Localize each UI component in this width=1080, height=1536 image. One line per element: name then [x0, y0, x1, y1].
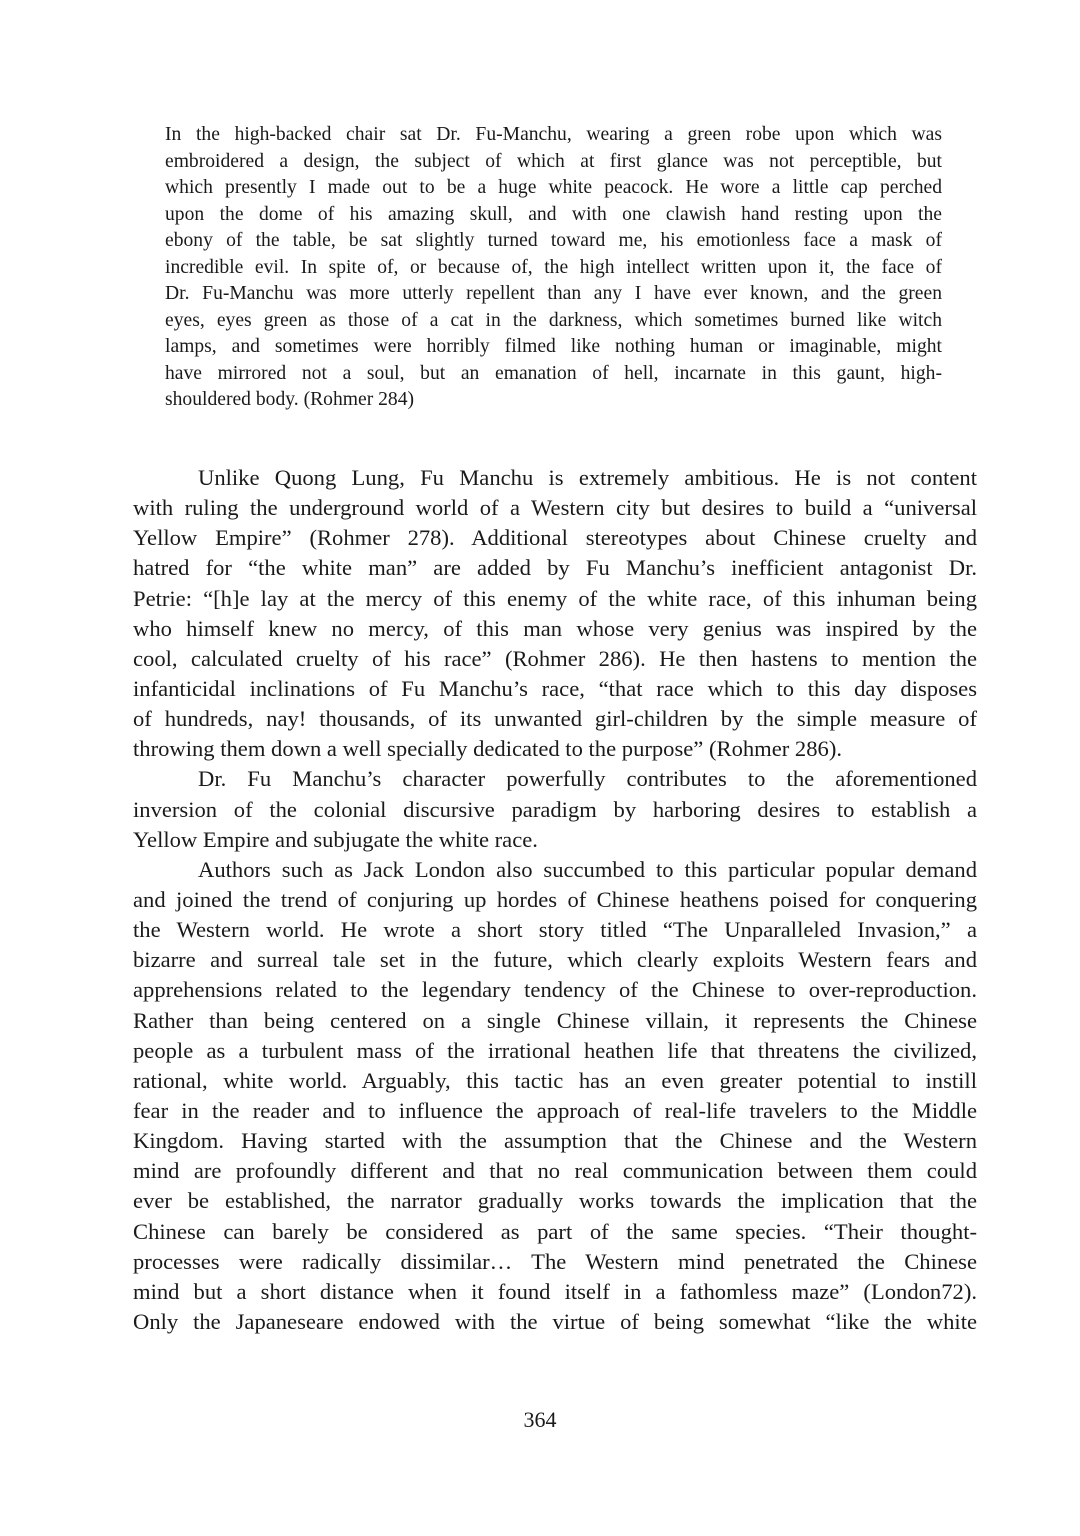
quote-line: have mirrored not a soul, but an emanation of hell, incarnate in this gaunt, high-: [165, 362, 942, 384]
paragraph: [133, 764, 977, 854]
text-line: Chinese can barely be considered as part of the same species. “Their thought-: [133, 1218, 977, 1244]
text-line: ever be established, the narrator gradually works towards the implication that the: [133, 1188, 977, 1214]
text-line: Authors such as Jack London also succumbed to this particular popular demand: [198, 856, 977, 882]
quote-line: incredible evil. In spite of, or because of, the high intellect written upon it, the face of: [165, 256, 942, 278]
quote-line: upon the dome of his amazing skull, and with one clawish hand resting upon the: [165, 203, 942, 225]
text-line: mind but a short distance when it found itself in a fathomless maze” (London72).: [133, 1278, 977, 1304]
quote-line: embroidered a design, the subject of which at first glance was not perceptible, but: [165, 150, 942, 172]
text-line: apprehensions related to the legendary tendency of the Chinese to over-reproduction.: [133, 977, 977, 1003]
text-line: Kingdom. Having started with the assumption that the Chinese and the Western: [133, 1128, 977, 1154]
text-line: throwing them down a well specially dedicated to the purpose” (Rohmer 286).: [133, 736, 843, 762]
quote-line: which presently I made out to be a huge white peacock. He wore a little cap perched: [165, 177, 942, 198]
quote-line: Dr. Fu-Manchu was more utterly repellent than any I have ever known, and the green: [165, 283, 942, 304]
text-line: bizarre and surreal tale set in the future, which clearly exploits Western fears and: [133, 947, 977, 973]
text-line: mind are profoundly different and that no real communication between them could: [133, 1158, 977, 1184]
quote-line: In the high-backed chair sat Dr. Fu-Manchu, wearing a green robe upon which was: [165, 124, 942, 145]
text-line: and joined the trend of conjuring up hordes of Chinese heathens poised for conquering: [133, 886, 977, 912]
text-line: inversion of the colonial discursive paradigm by harboring desires to establish a: [133, 796, 977, 822]
text-line: Unlike Quong Lung, Fu Manchu is extremely ambitious. He is not content: [198, 465, 977, 490]
text-line: infanticidal inclinations of Fu Manchu’s race, “that race which to this day disposes: [133, 675, 977, 701]
text-line: who himself knew no mercy, of this man whose very genius was inspired by the: [133, 615, 977, 641]
paragraph: [133, 463, 977, 764]
text-line: cool, calculated cruelty of his race” (Rohmer 286). He then hastens to mention the: [133, 645, 977, 671]
text-line: Only the Japaneseare endowed with the virtue of being somewhat “like the white: [133, 1308, 977, 1334]
text-line: Petrie: “[h]e lay at the mercy of this enemy of the white race, of this inhuman being: [133, 585, 977, 611]
body-text: [133, 463, 977, 1337]
text-line: hatred for “the white man” are added by Fu Manchu’s inefficient antagonist Dr.: [133, 555, 977, 581]
text-line: Rather than being centered on a single Chinese villain, it represents the Chinese: [133, 1007, 977, 1033]
text-line: Yellow Empire and subjugate the white race.: [133, 826, 538, 852]
paragraph: [133, 855, 977, 1337]
quote-line: shouldered body. (Rohmer 284): [165, 389, 415, 410]
text-line: people as a turbulent mass of the irrational heathen life that threatens the civilized,: [133, 1037, 977, 1063]
quote-line: eyes, eyes green as those of a cat in the darkness, which sometimes burned like witch: [165, 309, 942, 331]
text-line: the Western world. He wrote a short story titled “The Unparalleled Invasion,” a: [133, 917, 977, 943]
text-line: Yellow Empire” (Rohmer 278). Additional stereotypes about Chinese cruelty and: [133, 525, 977, 551]
text-line: with ruling the underground world of a Western city but desires to build a “universal: [133, 495, 977, 521]
quote-line: ebony of the table, be sat slightly turned toward me, his emotionless face a mask of: [165, 230, 942, 251]
text-line: processes were radically dissimilar… The Western mind penetrated the Chinese: [133, 1248, 977, 1274]
text-line: rational, white world. Arguably, this tactic has an even greater potential to instill: [133, 1067, 977, 1093]
text-line: of hundreds, nay! thousands, of its unwanted girl-children by the simple measure of: [133, 706, 977, 732]
text-line: Dr. Fu Manchu’s character powerfully contributes to the aforementioned: [198, 766, 977, 792]
text-line: fear in the reader and to influence the approach of real-life travelers to the Middle: [133, 1097, 977, 1123]
quote-line: lamps, and sometimes were horribly filmed like nothing human or imaginable, might: [165, 336, 942, 357]
block-quote: [165, 122, 942, 414]
page-number: 364: [523, 1407, 557, 1432]
